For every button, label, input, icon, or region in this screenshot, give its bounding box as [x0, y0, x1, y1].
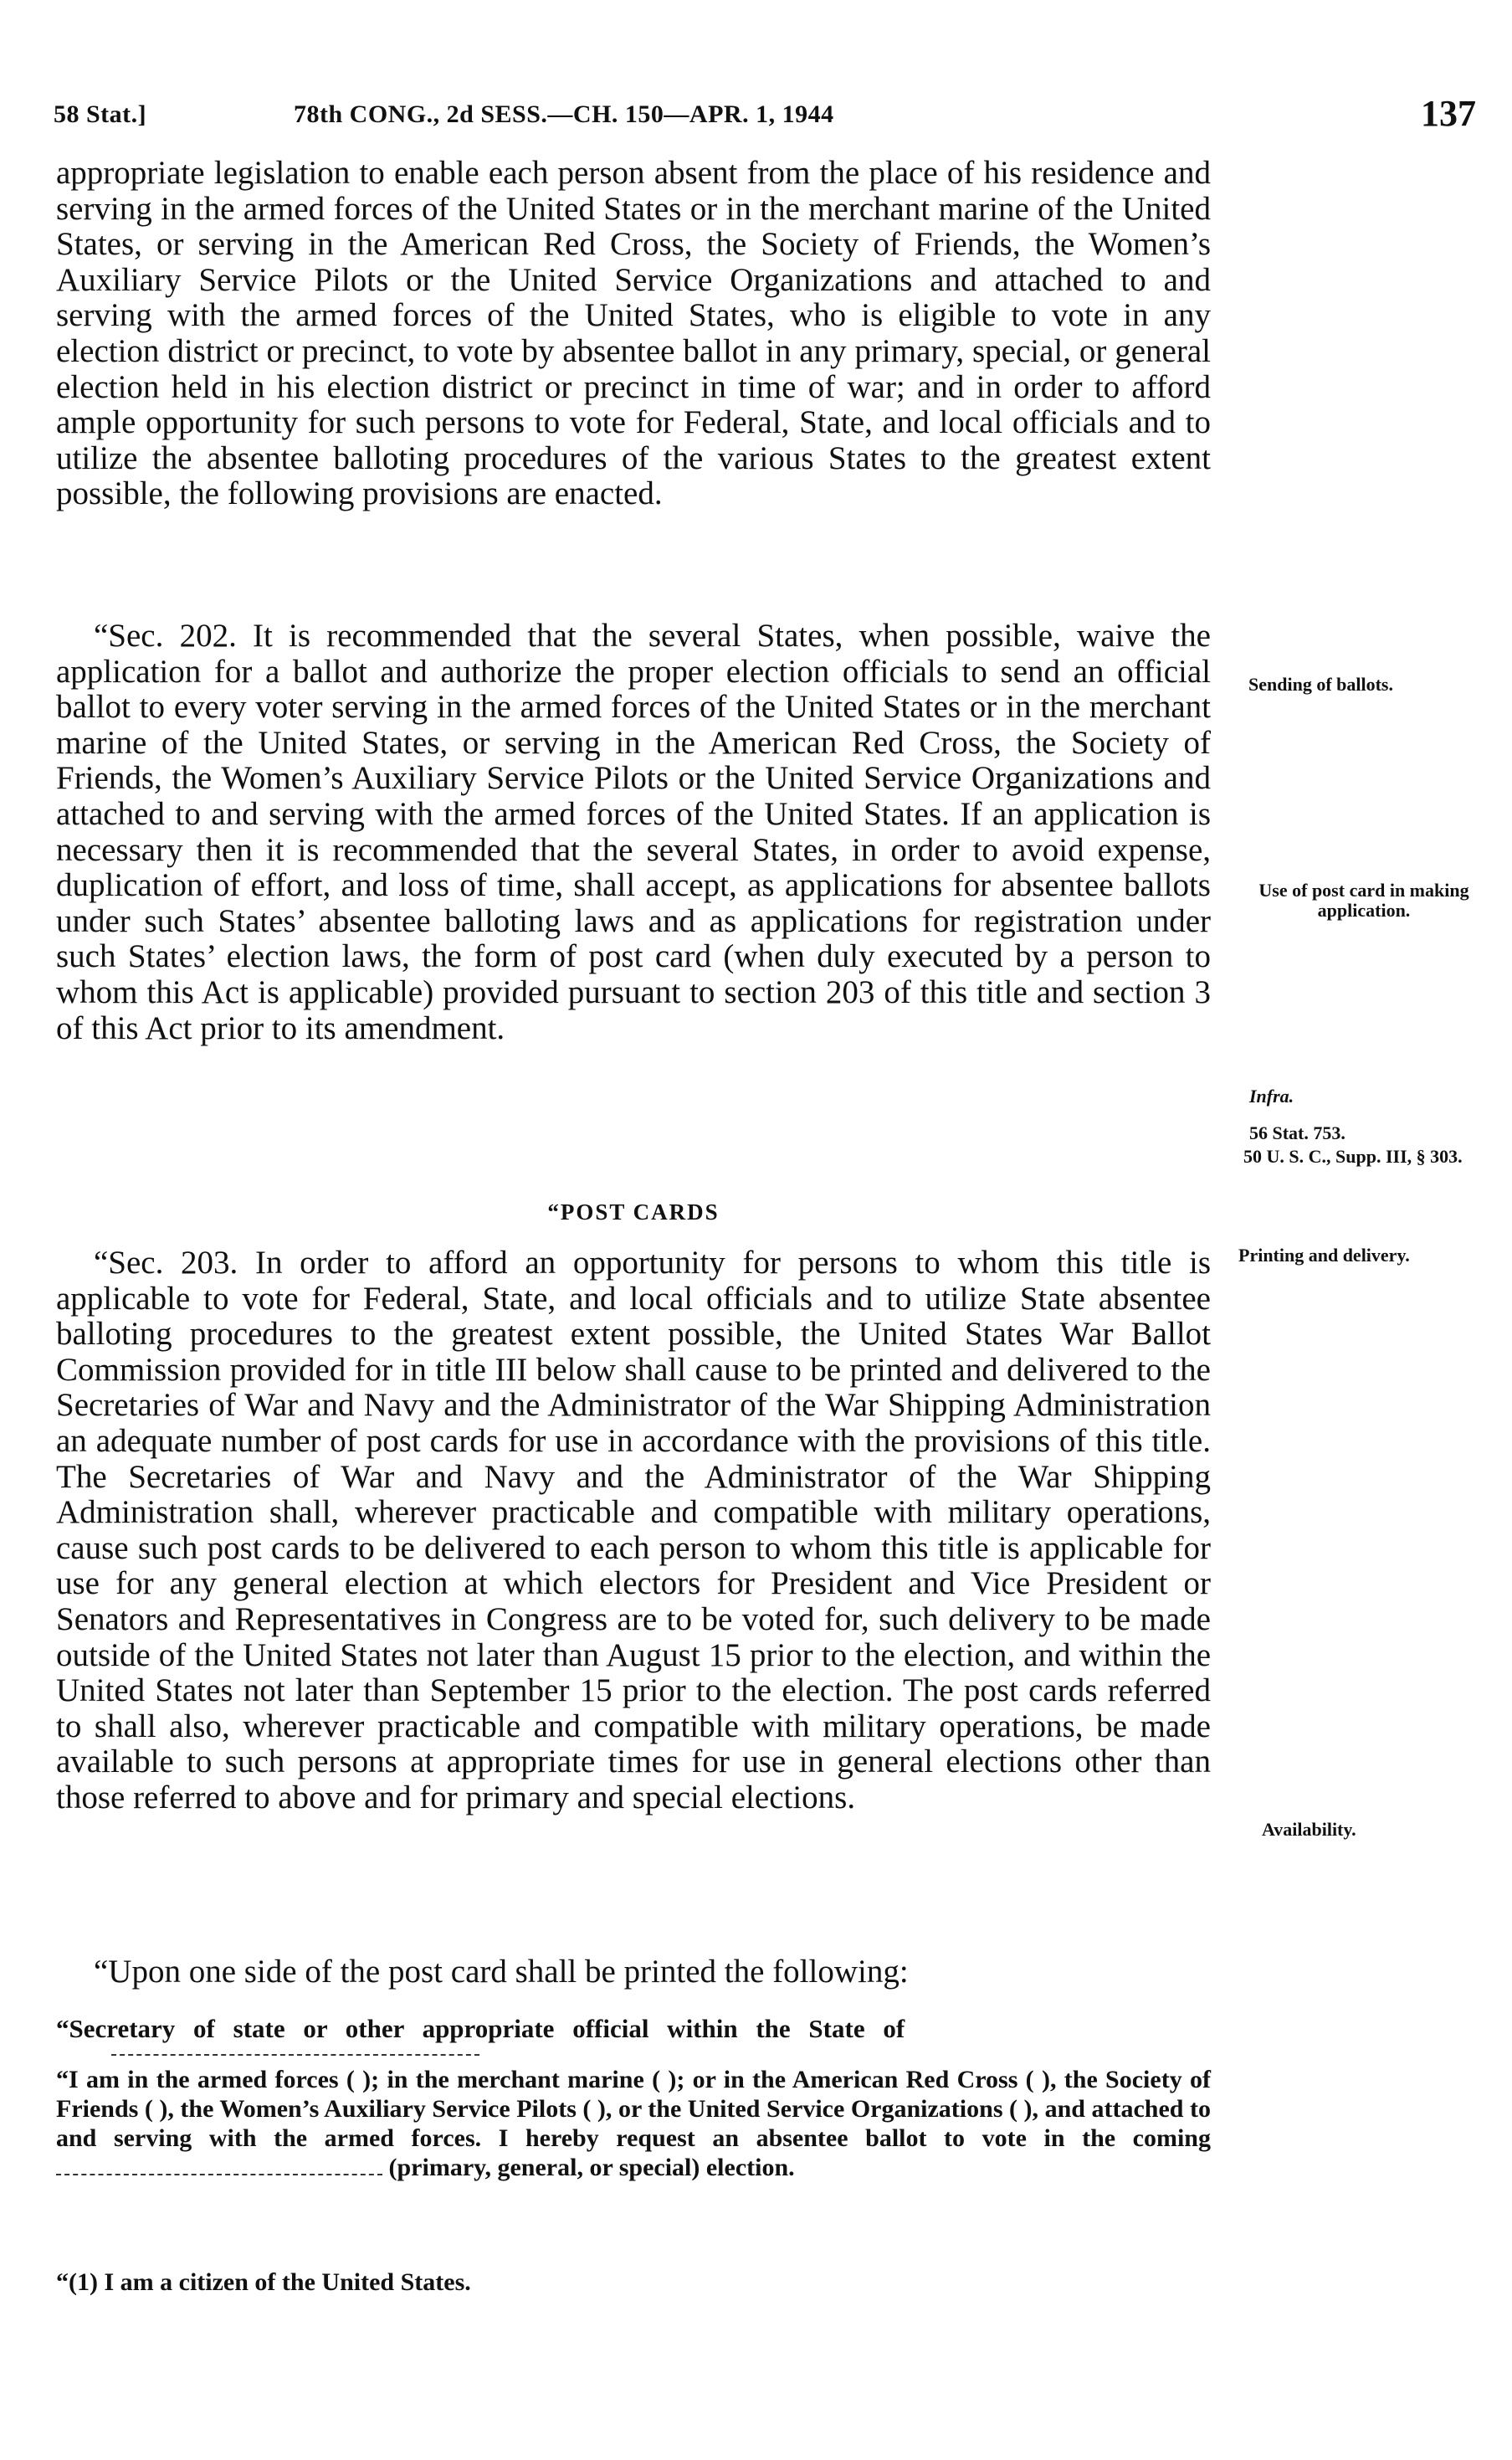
paragraph-sec-202: “Sec. 202. It is recommended that the several States, when possible, waive the application for a ballot and authorize the proper election officials to send an official ballot to every voter serving in the armed forces of the United States or in the merchant marine of the United States, or serving in the American Red Cross, the Society of Friends, the Women’s Auxiliary Service Pilots or the United Service Organizations and attached to and serving with the armed forces of the United States. If an application is necessary then it is recommended that the several States, in order to avoid expense, duplication of effort, and loss of time, shall accept, as applications for absentee ballots under such States’ absentee balloting laws and as applications for registration under such States’ election laws, the form of post card (when duly executed by a person to whom this Act is applicable) provided pursuant to section 203 of this title and section 3 of this Act prior to its amendment.: [56, 618, 1211, 1046]
section-heading-post-cards: “POST CARDS: [547, 1199, 720, 1225]
form-request-text-a: “I am in the armed forces ( ); in the merchant marine ( ); or in the American Red Cross ( ), the Society of Friends ( ), the Women’s Auxiliary Service Pilots ( ), or the United Service Organizations ( ), and attached to and serving with the armed forces. I hereby request an absentee ballot to vote in the coming: [56, 2066, 1211, 2152]
form-item-citizen: “(1) I am a citizen of the United States.: [56, 2268, 471, 2296]
form-request-text-b: (primary, general, or special) election.: [388, 2154, 795, 2181]
margin-note-availability: Availability.: [1262, 1819, 1356, 1840]
margin-note-printing: Printing and delivery.: [1238, 1245, 1410, 1266]
margin-note-infra: Infra.: [1249, 1086, 1294, 1107]
paragraph-post-card-intro: “Upon one side of the post card shall be printed the following:: [94, 1954, 909, 1990]
margin-note-post-card: Use of post card in making application.: [1258, 880, 1469, 921]
paragraph-sec-203: “Sec. 203. In order to afford an opportunity for persons to whom this title is applicable to vote for Federal, State, and local officials and to utilize State absentee balloting procedures to the greatest extent possible, the United States War Ballot Commission provided for in title III below shall cause to be printed and delivered to the Secretaries of War and Navy and the Administrator of the War Shipping Administration an adequate number of post cards for use in accordance with the provisions of this title. The Secretaries of War and Navy and the Administrator of the War Shipping Administration shall, wherever practicable and compatible with military operations, cause such post cards to be delivered to each person to whom this title is applicable for use for any general election at which electors for President and Vice President or Senators and Representatives in Congress are to be voted for, such delivery to be made outside of the United States not later than August 15 prior to the election, and within the United States not later than September 15 prior to the election. The post cards referred to shall also, wherever practicable and compatible with military operations, be made available to such persons at appropriate times for use in general elections other than those referred to above and for primary and special elections.: [56, 1245, 1211, 1815]
form-addressee-line: “Secretary of state or other appropriate official within the State of: [56, 2014, 905, 2043]
page-number: 137: [1421, 93, 1476, 134]
form-blank-line: [111, 2054, 479, 2056]
margin-note-usc: 50 U. S. C., Supp. III, § 303.: [1243, 1146, 1463, 1167]
election-blank: [56, 2154, 382, 2175]
paragraph-continuation: appropriate legislation to enable each person absent from the place of his residence and serving in the armed forces of the United States or in the merchant marine of the United States, or serving in the American Red Cross, the Society of Friends, the Women’s Auxiliary Service Pilots or the United Service Organizations and attached to and serving with the armed forces of the United States, who is eligible to vote in any election district or precinct, to vote by absentee ballot in any primary, special, or general election held in his election district or precinct in time of war; and in order to afford ample opportunity for such persons to vote for Federal, State, and local officials and to utilize the absentee balloting procedures of the various States to the greatest extent possible, the following provisions are enacted.: [56, 155, 1211, 512]
form-request-text: [56, 2065, 1211, 2182]
margin-note-stat: 56 Stat. 753.: [1249, 1122, 1345, 1143]
session-chapter-date: 78th CONG., 2d SESS.—CH. 150—APR. 1, 1944: [294, 100, 834, 128]
statute-reference: 58 Stat.]: [54, 100, 147, 128]
page-header: [54, 95, 1476, 146]
margin-note-sending: Sending of ballots.: [1248, 674, 1393, 695]
